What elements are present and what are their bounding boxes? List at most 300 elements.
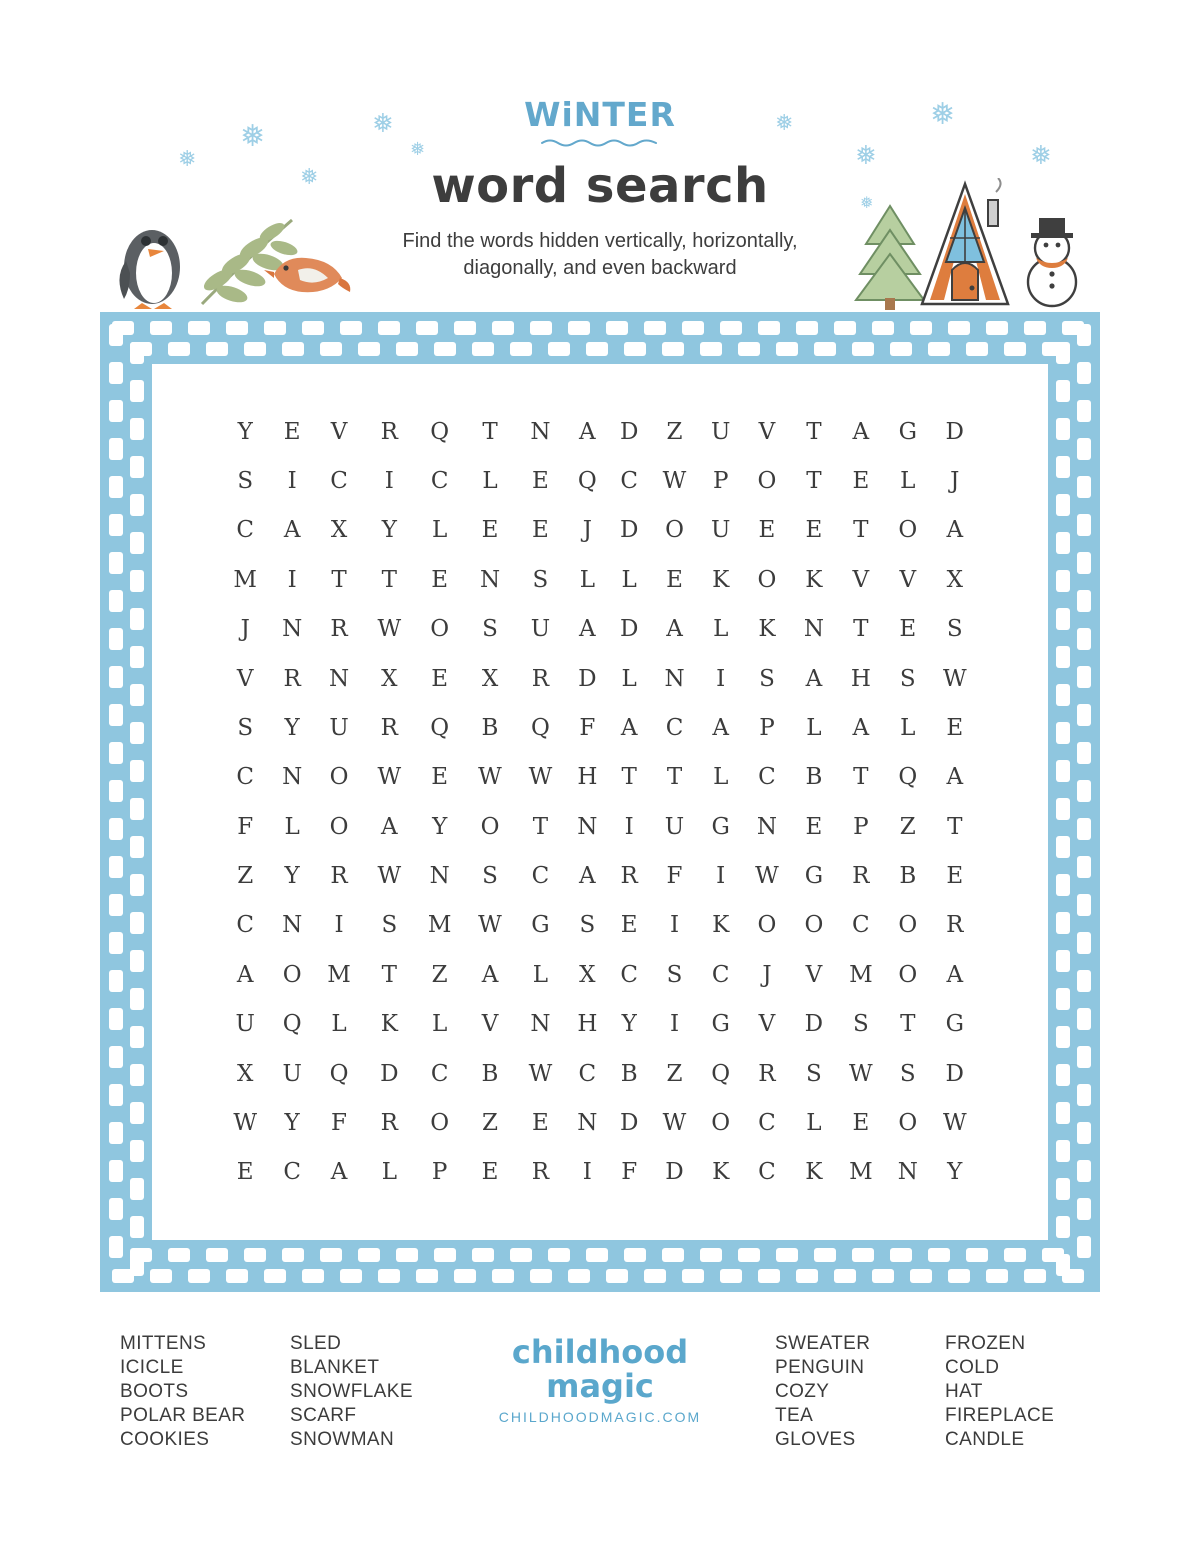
- frame-dash: [358, 1248, 380, 1262]
- frame-dash: [662, 1248, 684, 1262]
- letter-cell: V: [481, 1011, 499, 1038]
- frame-dash: [206, 342, 228, 356]
- frame-dash: [340, 1269, 362, 1283]
- letter-cell: O: [282, 961, 302, 988]
- frame-dash: [109, 894, 123, 916]
- letter-cell: G: [711, 813, 730, 840]
- letter-cell: B: [481, 1060, 499, 1087]
- frame-dash: [150, 1269, 172, 1283]
- frame-dash: [109, 780, 123, 802]
- snowflake-icon: ❅: [300, 164, 319, 189]
- letter-cell: R: [380, 714, 398, 741]
- frame-dash: [966, 1248, 988, 1262]
- frame-dash: [814, 342, 836, 356]
- letter-cell: U: [530, 616, 551, 643]
- letter-cell: E: [431, 764, 449, 791]
- word-item: COOKIES: [120, 1429, 210, 1450]
- letter-cell: S: [237, 468, 254, 495]
- word-item: SCARF: [290, 1405, 357, 1426]
- letter-cell: D: [619, 1109, 639, 1136]
- frame-dash: [302, 1269, 324, 1283]
- letter-row: [220, 802, 980, 851]
- frame-dash: [130, 570, 144, 592]
- letter-cell: Q: [898, 764, 918, 791]
- letter-cell: I: [716, 665, 726, 692]
- letter-cell: V: [236, 665, 254, 692]
- frame-dash: [454, 1269, 476, 1283]
- frame-dash: [1056, 418, 1070, 440]
- letter-cell: A: [381, 813, 398, 840]
- frame-dash: [510, 1248, 532, 1262]
- frame-dash: [109, 628, 123, 650]
- letter-cell: V: [758, 418, 776, 445]
- frame-dash: [872, 1269, 894, 1283]
- letter-cell: S: [482, 616, 498, 643]
- frame-dash: [1077, 894, 1091, 916]
- letter-cell: X: [481, 665, 499, 692]
- frame-dash: [378, 1269, 400, 1283]
- frame-dash: [244, 342, 266, 356]
- letter-cell: E: [532, 517, 549, 544]
- letter-cell: S: [532, 566, 549, 593]
- frame-dash: [1056, 1064, 1070, 1086]
- letter-cell: S: [899, 1060, 916, 1087]
- letter-cell: V: [852, 566, 870, 593]
- frame-dash: [109, 704, 123, 726]
- frame-dash: [986, 1269, 1008, 1283]
- frame-dash: [852, 1248, 874, 1262]
- letter-cell: C: [283, 1159, 301, 1186]
- frame-dash: [1056, 988, 1070, 1010]
- frame-dash: [416, 1269, 438, 1283]
- frame-dash: [109, 1160, 123, 1182]
- letter-cell: L: [806, 1109, 822, 1136]
- word-item: SNOWMAN: [290, 1429, 395, 1450]
- letter-cell: C: [620, 961, 638, 988]
- letter-cell: A: [666, 616, 683, 643]
- frame-dash: [472, 1248, 494, 1262]
- letter-cell: T: [900, 1011, 916, 1038]
- letter-cell: N: [282, 616, 303, 643]
- letter-cell: R: [620, 863, 638, 890]
- letter-row: [220, 703, 980, 752]
- frame-dash: [130, 456, 144, 478]
- frame-dash: [130, 950, 144, 972]
- letter-cell: N: [664, 665, 685, 692]
- frame-dash: [568, 1269, 590, 1283]
- letter-cell: J: [240, 616, 250, 643]
- frame-dash: [720, 321, 742, 335]
- frame-dash: [130, 1026, 144, 1048]
- frame-dash: [624, 1248, 646, 1262]
- letter-row: [220, 1148, 980, 1197]
- frame-dash: [109, 970, 123, 992]
- frame-dash: [814, 1248, 836, 1262]
- word-item: COLD: [945, 1357, 1000, 1378]
- letter-cell: S: [482, 863, 498, 890]
- frame-dash: [1077, 1008, 1091, 1030]
- letter-cell: K: [712, 912, 730, 939]
- letter-cell: A: [481, 961, 499, 988]
- frame-dash: [130, 684, 144, 706]
- letter-cell: W: [478, 912, 502, 939]
- letter-cell: W: [662, 1109, 687, 1136]
- letter-cell: O: [480, 813, 500, 840]
- frame-dash: [244, 1248, 266, 1262]
- letter-cell: W: [528, 1060, 553, 1087]
- snowflake-icon: ❅: [930, 98, 956, 131]
- letter-cell: D: [945, 418, 964, 445]
- frame-dash: [700, 1248, 722, 1262]
- frame-dash: [1004, 342, 1026, 356]
- letter-cell: C: [236, 912, 254, 939]
- frame-dash: [396, 342, 418, 356]
- frame-dash: [948, 1269, 970, 1283]
- letter-cell: D: [578, 665, 597, 692]
- letter-cell: Y: [284, 863, 300, 890]
- letter-cell: U: [711, 418, 731, 445]
- frame-dash: [530, 1269, 552, 1283]
- eyebrow-winter: WiNTER: [524, 95, 676, 134]
- frame-dash: [548, 1248, 570, 1262]
- frame-dash: [948, 321, 970, 335]
- frame-dash: [130, 418, 144, 440]
- letter-cell: K: [712, 566, 730, 593]
- frame-dash: [834, 1269, 856, 1283]
- page-subtitle: [300, 228, 900, 282]
- word-item: TEA: [775, 1405, 814, 1426]
- frame-dash: [130, 532, 144, 554]
- frame-dash: [109, 666, 123, 688]
- letter-cell: F: [331, 1109, 347, 1136]
- frame-dash: [378, 321, 400, 335]
- letter-cell: S: [759, 665, 775, 692]
- frame-dash: [130, 646, 144, 668]
- letter-cell: S: [806, 1060, 822, 1087]
- frame-dash: [1056, 494, 1070, 516]
- letter-cell: U: [235, 1011, 255, 1038]
- letter-cell: W: [942, 665, 967, 692]
- letter-cell: F: [237, 813, 254, 840]
- letter-cell: W: [662, 468, 687, 495]
- letter-cell: O: [430, 1109, 450, 1136]
- letter-cell: L: [621, 665, 637, 692]
- letter-cell: A: [236, 961, 254, 988]
- frame-dash: [130, 760, 144, 782]
- letter-cell: I: [669, 1011, 680, 1038]
- frame-dash: [738, 1248, 760, 1262]
- letter-cell: C: [236, 764, 254, 791]
- frame-dash: [662, 342, 684, 356]
- letter-cell: L: [579, 566, 595, 593]
- letter-cell: H: [850, 665, 871, 692]
- letter-cell: C: [758, 764, 776, 791]
- letter-cell: O: [898, 1109, 918, 1136]
- letter-cell: B: [899, 863, 917, 890]
- word-item: SWEATER: [775, 1333, 871, 1354]
- letter-row: [220, 407, 980, 456]
- frame-dash: [644, 1269, 666, 1283]
- letter-cell: C: [758, 1159, 776, 1186]
- word-item: SLED: [290, 1333, 342, 1354]
- frame-dash: [168, 1248, 190, 1262]
- frame-dash: [1077, 628, 1091, 650]
- frame-dash: [1077, 704, 1091, 726]
- letter-cell: W: [377, 863, 402, 890]
- letter-cell: Y: [432, 813, 448, 840]
- letter-cell: T: [947, 813, 963, 840]
- letter-cell: Q: [711, 1060, 731, 1087]
- frame-dash: [1056, 532, 1070, 554]
- frame-dash: [150, 321, 172, 335]
- letter-cell: E: [805, 813, 823, 840]
- subtitle-line-1: Find the words hidden vertically, horizontally,: [402, 230, 798, 252]
- frame-dash: [264, 1269, 286, 1283]
- letter-cell: A: [946, 764, 964, 791]
- letter-cell: D: [619, 616, 639, 643]
- frame-dash: [796, 1269, 818, 1283]
- frame-dash: [109, 1236, 123, 1258]
- frame-dash: [682, 321, 704, 335]
- frame-dash: [1077, 1122, 1091, 1144]
- frame-dash: [109, 324, 123, 346]
- letter-cell: T: [853, 616, 869, 643]
- frame-dash: [396, 1248, 418, 1262]
- frame-dash: [130, 836, 144, 858]
- frame-dash: [109, 552, 123, 574]
- frame-dash: [606, 1269, 628, 1283]
- letter-cell: B: [805, 764, 823, 791]
- frame-dash: [130, 874, 144, 896]
- letter-cell: A: [852, 714, 870, 741]
- frame-dash: [109, 476, 123, 498]
- letter-cell: J: [950, 468, 960, 495]
- letter-row: [220, 753, 980, 802]
- letter-cell: D: [619, 517, 639, 544]
- snowflake-icon: ❅: [410, 139, 426, 159]
- letter-cell: W: [849, 1060, 873, 1087]
- frame-dash: [109, 400, 123, 422]
- letter-cell: H: [577, 1011, 598, 1038]
- letter-cell: K: [380, 1011, 398, 1038]
- frame-dash: [1077, 932, 1091, 954]
- letter-cell: W: [233, 1109, 258, 1136]
- letter-cell: U: [711, 517, 731, 544]
- letter-cell: R: [330, 863, 348, 890]
- letter-cell: X: [579, 961, 596, 988]
- letter-cell: G: [531, 912, 550, 939]
- frame-dash: [188, 321, 210, 335]
- letter-cell: I: [669, 912, 680, 939]
- letter-cell: N: [282, 764, 303, 791]
- word-item: BOOTS: [120, 1381, 189, 1402]
- letter-cell: D: [804, 1011, 824, 1038]
- frame-dash: [1056, 950, 1070, 972]
- frame-dash: [1056, 342, 1070, 364]
- frame-dash: [472, 342, 494, 356]
- letter-cell: I: [287, 566, 297, 593]
- letter-cell: L: [432, 517, 448, 544]
- letter-cell: I: [582, 1159, 592, 1186]
- letter-cell: W: [755, 863, 779, 890]
- letter-cell: D: [945, 1060, 964, 1087]
- frame-dash: [206, 1248, 228, 1262]
- letter-cell: T: [853, 517, 869, 544]
- frame-dash: [282, 1248, 304, 1262]
- frame-dash: [168, 342, 190, 356]
- frame-dash: [320, 1248, 342, 1262]
- letter-cell: Y: [621, 1011, 637, 1038]
- letter-cell: C: [758, 1109, 776, 1136]
- frame-dash: [109, 514, 123, 536]
- frame-dash: [586, 342, 608, 356]
- frame-dash: [434, 1248, 456, 1262]
- frame-dash: [548, 342, 570, 356]
- letter-cell: P: [759, 714, 775, 741]
- letter-cell: C: [852, 912, 870, 939]
- letter-cell: F: [579, 714, 596, 741]
- frame-dash: [109, 1198, 123, 1220]
- letter-cell: Q: [329, 1060, 349, 1087]
- letter-row: [220, 506, 980, 555]
- letter-cell: E: [946, 714, 964, 741]
- letter-cell: Y: [947, 1159, 963, 1186]
- frame-dash: [1056, 1026, 1070, 1048]
- frame-dash: [1077, 1236, 1091, 1258]
- letter-cell: O: [757, 566, 777, 593]
- letter-cell: H: [577, 764, 598, 791]
- letter-cell: N: [479, 566, 501, 593]
- letter-cell: I: [334, 912, 344, 939]
- frame-dash: [910, 321, 932, 335]
- letter-cell: O: [430, 616, 450, 643]
- letter-cell: C: [711, 961, 730, 988]
- letter-cell: S: [666, 961, 683, 988]
- letter-cell: D: [619, 418, 639, 445]
- frame-dash: [890, 342, 912, 356]
- frame-dash: [130, 722, 144, 744]
- letter-cell: W: [377, 764, 402, 791]
- frame-dash: [130, 608, 144, 630]
- frame-dash: [109, 742, 123, 764]
- letter-cell: Y: [284, 1109, 300, 1136]
- letter-cell: Q: [530, 714, 550, 741]
- letter-cell: L: [482, 468, 498, 495]
- letter-cell: P: [431, 1159, 448, 1186]
- word-item: COZY: [775, 1381, 830, 1402]
- letter-cell: S: [946, 616, 963, 643]
- frame-dash: [1056, 646, 1070, 668]
- snowman-illustration: [1012, 204, 1092, 314]
- letter-cell: M: [427, 912, 452, 939]
- letter-cell: R: [531, 665, 550, 692]
- letter-cell: W: [377, 616, 402, 643]
- frame-dash: [109, 590, 123, 612]
- letter-cell: C: [236, 517, 254, 544]
- subtitle-line-2: diagonally, and even backward: [463, 257, 737, 279]
- letter-cell: C: [430, 468, 449, 495]
- frame-dash: [302, 321, 324, 335]
- frame-dash: [1056, 1102, 1070, 1124]
- frame-dash: [1056, 760, 1070, 782]
- letter-cell: O: [804, 912, 824, 939]
- letter-cell: E: [758, 517, 776, 544]
- frame-dash: [1056, 684, 1070, 706]
- letter-cell: R: [380, 418, 398, 445]
- letter-cell: E: [899, 616, 917, 643]
- frame-dash: [1077, 362, 1091, 384]
- letter-cell: F: [666, 863, 683, 890]
- letter-cell: G: [711, 1011, 730, 1038]
- letter-cell: A: [579, 863, 596, 890]
- frame-dash: [109, 1084, 123, 1106]
- letter-cell: Q: [430, 714, 450, 741]
- page-title: word search: [431, 158, 769, 214]
- letter-cell: L: [806, 714, 822, 741]
- frame-dash: [1077, 324, 1091, 346]
- letter-cell: P: [712, 468, 729, 495]
- frame-dash: [1056, 912, 1070, 934]
- snowflake-icon: ❅: [1030, 140, 1052, 170]
- word-list-column-1: [120, 1332, 245, 1452]
- frame-dash: [624, 342, 646, 356]
- letter-cell: L: [900, 714, 916, 741]
- letter-cell: O: [665, 517, 684, 544]
- letter-cell: E: [946, 863, 964, 890]
- frame-dash: [966, 342, 988, 356]
- letter-cell: A: [946, 517, 964, 544]
- word-item: FROZEN: [945, 1333, 1026, 1354]
- word-item: ICICLE: [120, 1357, 184, 1378]
- frame-dash: [1077, 666, 1091, 688]
- word-item: CANDLE: [945, 1429, 1025, 1450]
- frame-dash: [700, 342, 722, 356]
- frame-dash: [1077, 476, 1091, 498]
- word-item: HAT: [945, 1381, 983, 1402]
- frame-dash: [758, 1269, 780, 1283]
- letter-cell: Z: [899, 813, 916, 840]
- frame-dash: [720, 1269, 742, 1283]
- letter-cell: N: [803, 616, 824, 643]
- letter-cell: W: [478, 764, 502, 791]
- letter-cell: E: [532, 468, 549, 495]
- frame-dash: [416, 321, 438, 335]
- frame-dash: [1024, 1269, 1046, 1283]
- letter-cell: N: [577, 1109, 598, 1136]
- letter-cell: I: [287, 468, 297, 495]
- letter-cell: N: [577, 813, 598, 840]
- letter-cell: J: [582, 517, 592, 544]
- letter-cell: Q: [430, 418, 450, 445]
- letter-cell: Z: [482, 1109, 498, 1136]
- letter-row: [220, 950, 980, 999]
- letter-cell: S: [381, 912, 398, 939]
- letter-cell: X: [381, 665, 398, 692]
- letter-cell: W: [528, 764, 553, 791]
- frame-dash: [510, 342, 532, 356]
- letter-cell: L: [713, 764, 729, 791]
- letter-cell: T: [532, 813, 549, 840]
- letter-cell: T: [806, 418, 822, 445]
- letter-cell: B: [481, 714, 499, 741]
- word-list-column-2: [290, 1332, 413, 1452]
- letter-cell: I: [384, 468, 394, 495]
- snowflake-icon: ❅: [860, 195, 874, 212]
- frame-dash: [109, 362, 123, 384]
- frame-dash: [1056, 1254, 1070, 1276]
- letter-cell: S: [899, 665, 916, 692]
- word-list-column-4: [945, 1332, 1054, 1452]
